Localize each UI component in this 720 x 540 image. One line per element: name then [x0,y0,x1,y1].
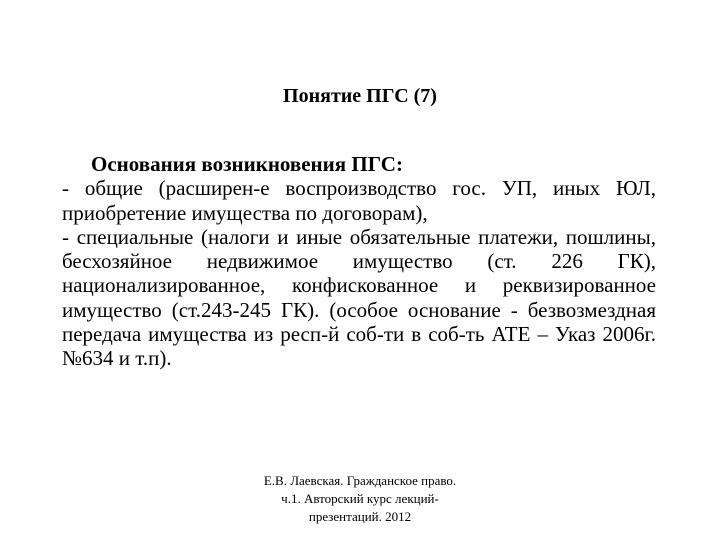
footer-line-2: ч.1. Авторский курс лекций- [281,491,439,506]
paragraph-general: - общие (расширен-е воспроизводство гос. УП, иных ЮЛ, приобретение имущества по договорам), [62,176,656,225]
footer-citation [240,472,480,526]
paragraph-special: - специальные (налоги и иные обязательные платежи, пошлины, бесхозяйное недвижимое имущество (ст. 226 ГК), национализированное, конфискованное и реквизированное имущество (ст.243-245 ГК). (особое основание - безвозмездная передача имущества из респ-й соб-ти в соб-ть АТЕ – Указ 2006г. №634 и т.п). [62,224,656,371]
subheading: Основания возникновения ПГС: [91,152,403,176]
slide-title: Понятие ПГС (7) [283,85,437,107]
footer-line-1: Е.В. Лаевская. Гражданское право. [263,473,457,488]
slide-body [62,152,656,371]
footer-line-3: презентаций. 2012 [308,509,412,524]
